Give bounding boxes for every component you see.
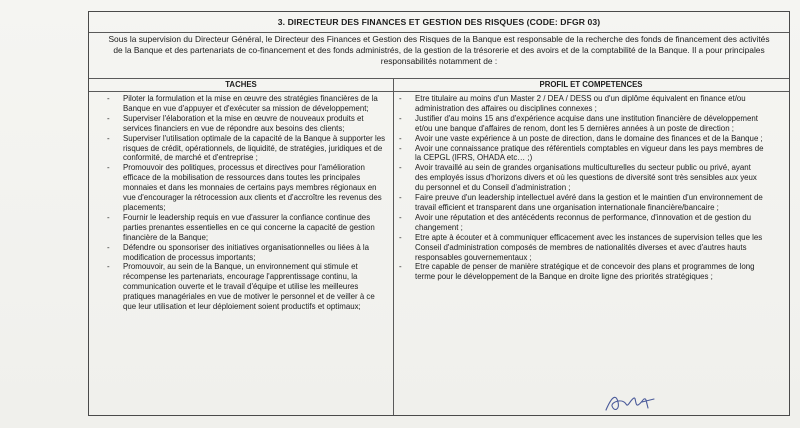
profil-item: - Justifier d'au moins 15 ans d'expérience acquise dans une institution financière de développement et/ou une banque d'affaires de renom, dont les 5 dernières années à un poste de direction ; — [415, 114, 765, 134]
profil-item: - Avoir travaillé au sein de grandes organisations multiculturelles du secteur public ou privé, ayant des employés issus d'horizons divers et où les questions de diversité sont très sensibles aux yeux du personnel et du Conseil d'administration ; — [415, 163, 765, 193]
tache-item: - Piloter la formulation et la mise en œuvre des stratégies financières de la Banque en vue d'appuyer et d'exécuter sa mission de développement; — [123, 94, 387, 114]
taches-header: TACHES — [89, 78, 393, 92]
profil-header: PROFIL ET COMPETENCES — [393, 78, 789, 92]
profil-list — [415, 94, 765, 282]
job-description-table — [88, 11, 790, 416]
profil-item: - Avoir une vaste expérience à un poste de direction, dans le domaine des finances et de la Banque ; — [415, 134, 765, 144]
column-divider — [393, 78, 394, 415]
profil-item: - Faire preuve d'un leadership intellectuel avéré dans la gestion et le maintien d'un environnement de travail efficient et transparent dans une organisation internationale financière/bancaire ; — [415, 193, 765, 213]
section-title: 3. DIRECTEUR DES FINANCES ET GESTION DES RISQUES (CODE: DFGR 03) — [89, 12, 789, 33]
profil-item: - Etre capable de penser de manière stratégique et de concevoir des plans et programmes de long terme pour le développement de la Banque en droite ligne des priorités stratégiques ; — [415, 262, 765, 282]
taches-list — [123, 94, 387, 312]
tache-item: - Défendre ou sponsoriser des initiatives organisationnelles ou liées à la modification de processus importants; — [123, 243, 387, 263]
tache-item: - Promouvoir des politiques, processus et directives pour l'amélioration efficace de la mobilisation de ressources dans toutes les principales monnaies et dans les monnaies de certains pays membres régionaux en vue d'encourager la rétrocession aux clients et d'accroître les revenus des placements; — [123, 163, 387, 213]
profil-item: - Avoir une réputation et des antécédents reconnus de performance, d'innovation et de gestion du changement ; — [415, 213, 765, 233]
tache-item: - Superviser l'utilisation optimale de la capacité de la Banque à supporter les risques de crédit, opérationnels, de liquidité, de stratégies, juridiques et de conformité, de marché et d'entreprise ; — [123, 134, 387, 164]
section-intro: Sous la supervision du Directeur Général, le Directeur des Finances et Gestion des Risques de la Banque est responsable de la recherche des fonds de financement des activités de la Banque et des partenariats de co-financement et des fonds administrés, de la gestion de la trésorerie et des avoirs et de la comptabilité de la Banque. Il a pour principales responsabilités notamment de : — [108, 34, 770, 67]
profil-item: - Etre titulaire au moins d'un Master 2 / DEA / DESS ou d'un diplôme équivalent en finance et/ou administration des affaires ou disciplines connexes ; — [415, 94, 765, 114]
columns-area — [89, 78, 789, 415]
tache-item: - Superviser l'élaboration et la mise en œuvre de nouveaux produits et services financiers en vue de répondre aux besoins des clients; — [123, 114, 387, 134]
profil-item: - Avoir une connaissance pratique des référentiels comptables en vigueur dans les pays membres de la CEPGL (IFRS, OHADA etc… ;) — [415, 144, 765, 164]
profil-item: - Etre apte à écouter et à communiquer efficacement avec les instances de supervision telles que les Conseil d'administration composés de membres de nationalités diverses et avec d'autres hauts responsables gouvernementaux ; — [415, 233, 765, 263]
handwritten-signature — [602, 388, 662, 416]
tache-item: - Promouvoir, au sein de la Banque, un environnement qui stimule et récompense les partenariats, encourage l'apprentissage continu, la communication ouverte et le travail d'équipe et utilise les meilleures pratiques managériales en vue de motiver le personnel et de veiller à ce que leur utilisation et leur déploiement soient productifs et optimaux; — [123, 262, 387, 312]
tache-item: - Fournir le leadership requis en vue d'assurer la confiance continue des parties prenantes essentielles en ce qui concerne la capacité de gestion financière de la Banque; — [123, 213, 387, 243]
